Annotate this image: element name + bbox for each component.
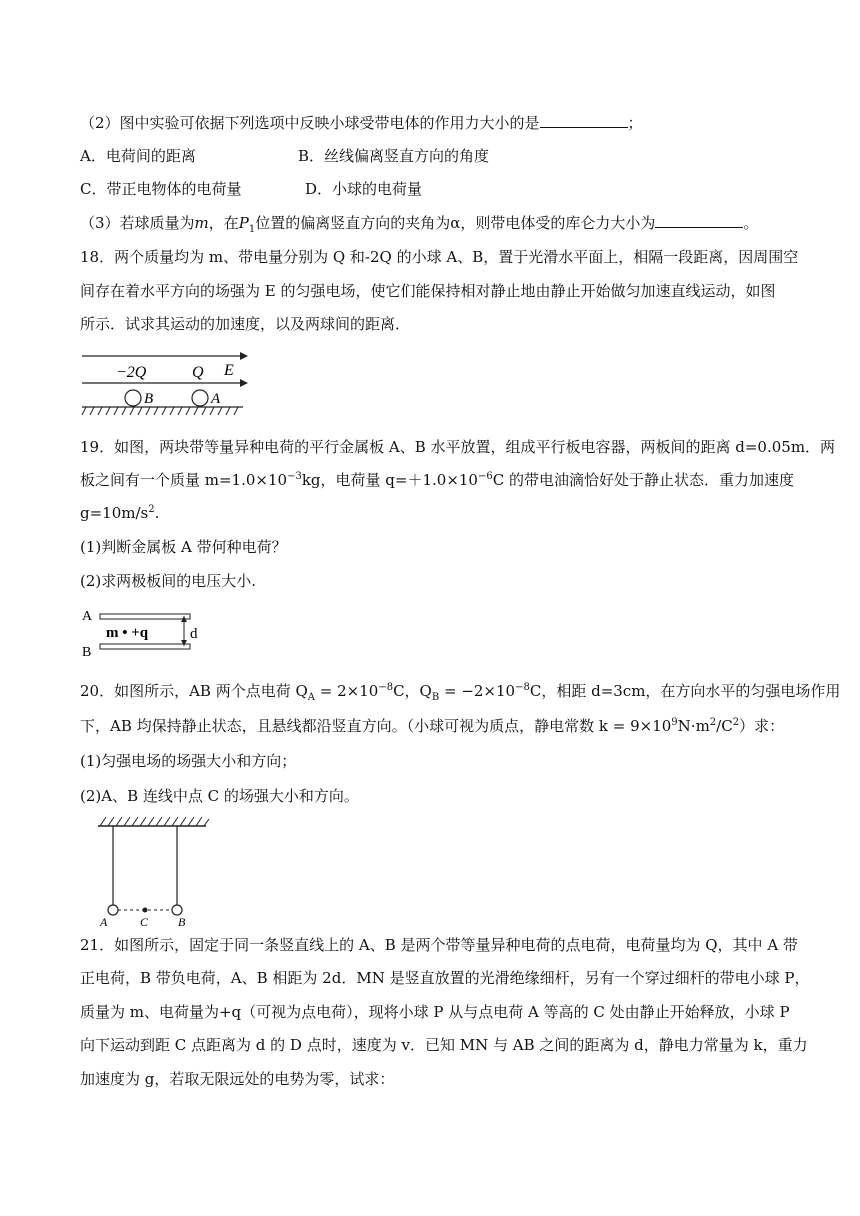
q18-charge-right-label: Q [192,364,204,381]
q20-line-2-exp1: 9 [671,717,678,728]
q19-line-3-exp: 2 [148,504,155,515]
q20-line-2-exp3: 2 [732,717,740,728]
q20-line-2-c: /C [716,717,733,735]
q17-part3-text-a: （3）若球质量为 [80,214,195,232]
q18-line-1: 18．两个质量均为 m、带电量分别为 Q 和-2Q 的小球 A、B，置于光滑水平面上，相隔一段距离，因周围空 [80,248,799,266]
q19-line-2-a: 板之间有一个质量 m=1.0×10 [80,471,288,489]
q17-part2-text: （2）图中实验可依据下列选项中反映小球受带电体的作用力大小的是 [80,114,540,132]
q20-line-1 [80,681,840,701]
q19-figure [80,604,220,660]
q17-option-c: C．带正电物体的电荷量 [80,180,242,198]
q19-line-2-exp2: −6 [477,471,493,482]
q19-line-1: 19．如图，两块带等量异种电荷的平行金属板 A、B 水平放置，组成平行板电容器，两板间的距离 d=0.05m．两 [80,438,836,456]
q20-line-1-exp2: −8 [515,682,530,693]
q17-answer-blank-1[interactable] [540,113,628,128]
q19-sub-2: (2)求两极板间的电压大小. [80,572,257,590]
q20-line-2-d: ）求： [739,717,785,735]
q19-droplet-label: m • +q [106,625,149,641]
q18-ball-b [125,390,141,406]
q21-line-3: 质量为 m、电荷量为+q（可视为点电荷），现将小球 P 从与点电荷 A 等高的 C 处由静止开始释放，小球 P [80,1003,790,1021]
q19-gap-label: d [190,626,198,642]
q20-line-1-exp1: −8 [378,682,394,693]
q19-plate-a [100,614,190,619]
q20-label-a: A [100,915,108,928]
q19-line-3-a: g=10m/s [80,504,149,522]
q17-answer-blank-2[interactable] [655,213,743,228]
q18-ground-hatch [82,407,238,415]
q21-line-1: 21．如图所示，固定于同一条竖直线上的 A、B 是两个带等量异种电荷的点电荷，电荷量均为 Q，其中 A 带 [80,936,798,954]
q20-line-2-a: 下，AB 均保持静止状态，且悬线都沿竖直方向。（小球可视为质点，静电常数 k = 9×10 [80,717,672,735]
q17-part3-text-c: 位置的偏离竖直方向的夹角为α，则带电体受的库仑力大小为 [255,214,656,232]
q20-ceiling-hatch [100,817,209,826]
q17-part3-end: 。 [743,214,759,232]
q20-ball-b [172,905,182,915]
q17-option-a: A．电荷间的距离 [80,147,196,165]
q18-line-2: 间存在着水平方向的场强为 E 的匀强电场，使它们能保持相对静止地由静止开始做匀加速直线运动，如图 [80,282,776,300]
q20-line-1-e: C，相距 d=3cm，在方向水平的匀强电场作用 [529,682,841,700]
q18-ball-b-label: B [144,391,154,407]
q18-ball-a [192,390,208,406]
q20-line-2 [80,716,784,736]
q19-line-3 [80,503,159,523]
q17-part3 [80,213,758,233]
q18-charge-left-label: −2Q [116,364,147,381]
q19-plate-a-label: A [82,609,93,624]
q20-line-1-d: = −2×10 [439,682,516,700]
q17-part2-end: ； [627,114,643,132]
q20-sub-2: (2)A、B 连线中点 C 的场强大小和方向。 [80,787,359,805]
q19-plate-b-label: B [82,645,92,660]
q17-option-d: D．小球的电荷量 [305,180,423,198]
q17-part3-text-b: ，在 [208,214,239,232]
q17-option-b: B．丝线偏离竖直方向的角度 [298,147,490,165]
q19-line-2 [80,470,794,490]
q20-point-c [143,908,148,913]
q19-line-2-exp1: −3 [287,471,302,482]
q21-line-5: 加速度为 g，若取无限远处的电势为零，试求： [80,1070,395,1088]
q20-ball-a [108,905,118,915]
q20-line-2-exp2: 2 [709,717,717,728]
q18-figure [78,345,248,420]
q20-line-1-subB: B [431,692,440,703]
q17-part3-P: P [238,214,249,232]
q20-sub-1: (1)匀强电场的场强大小和方向； [80,752,297,770]
q17-part3-sub: 1 [248,224,256,235]
q17-part3-m: m [194,214,209,232]
q20-figure [96,814,211,928]
q18-field-label: E [224,362,234,379]
q19-plate-b [100,644,190,649]
q17-part2 [80,113,643,133]
q18-ball-a-label: A [211,391,221,407]
q20-label-b: B [178,915,186,928]
q21-line-2: 正电荷，B 带负电荷，A、B 相距为 2d．MN 是竖直放置的光滑绝缘细杆，另有一个穿过细杆的带电小球 P， [80,969,810,987]
q20-line-1-a: 20．如图所示，AB 两个点电荷 Q [80,682,308,700]
q20-line-2-b: N·m [677,717,710,735]
q20-line-1-subA: A [307,692,316,703]
q19-line-2-c: C 的带电油滴恰好处于静止状态．重力加速度 [492,471,794,489]
q19-line-3-b: . [154,504,160,522]
q19-line-2-b: kg，电荷量 q=＋1.0×10 [301,471,478,489]
q21-line-4: 向下运动到距 C 点距离为 d 的 D 点时，速度为 v．已知 MN 与 AB 之间的距离为 d，静电力常量为 k，重力 [80,1036,808,1054]
q19-sub-1: (1)判断金属板 A 带何种电荷？ [80,538,287,556]
q20-label-c: C [140,915,149,928]
q20-line-1-b: = 2×10 [315,682,379,700]
q18-line-3: 所示．试求其运动的加速度，以及两球间的距离． [80,315,411,333]
q20-line-1-c: C，Q [393,682,432,700]
